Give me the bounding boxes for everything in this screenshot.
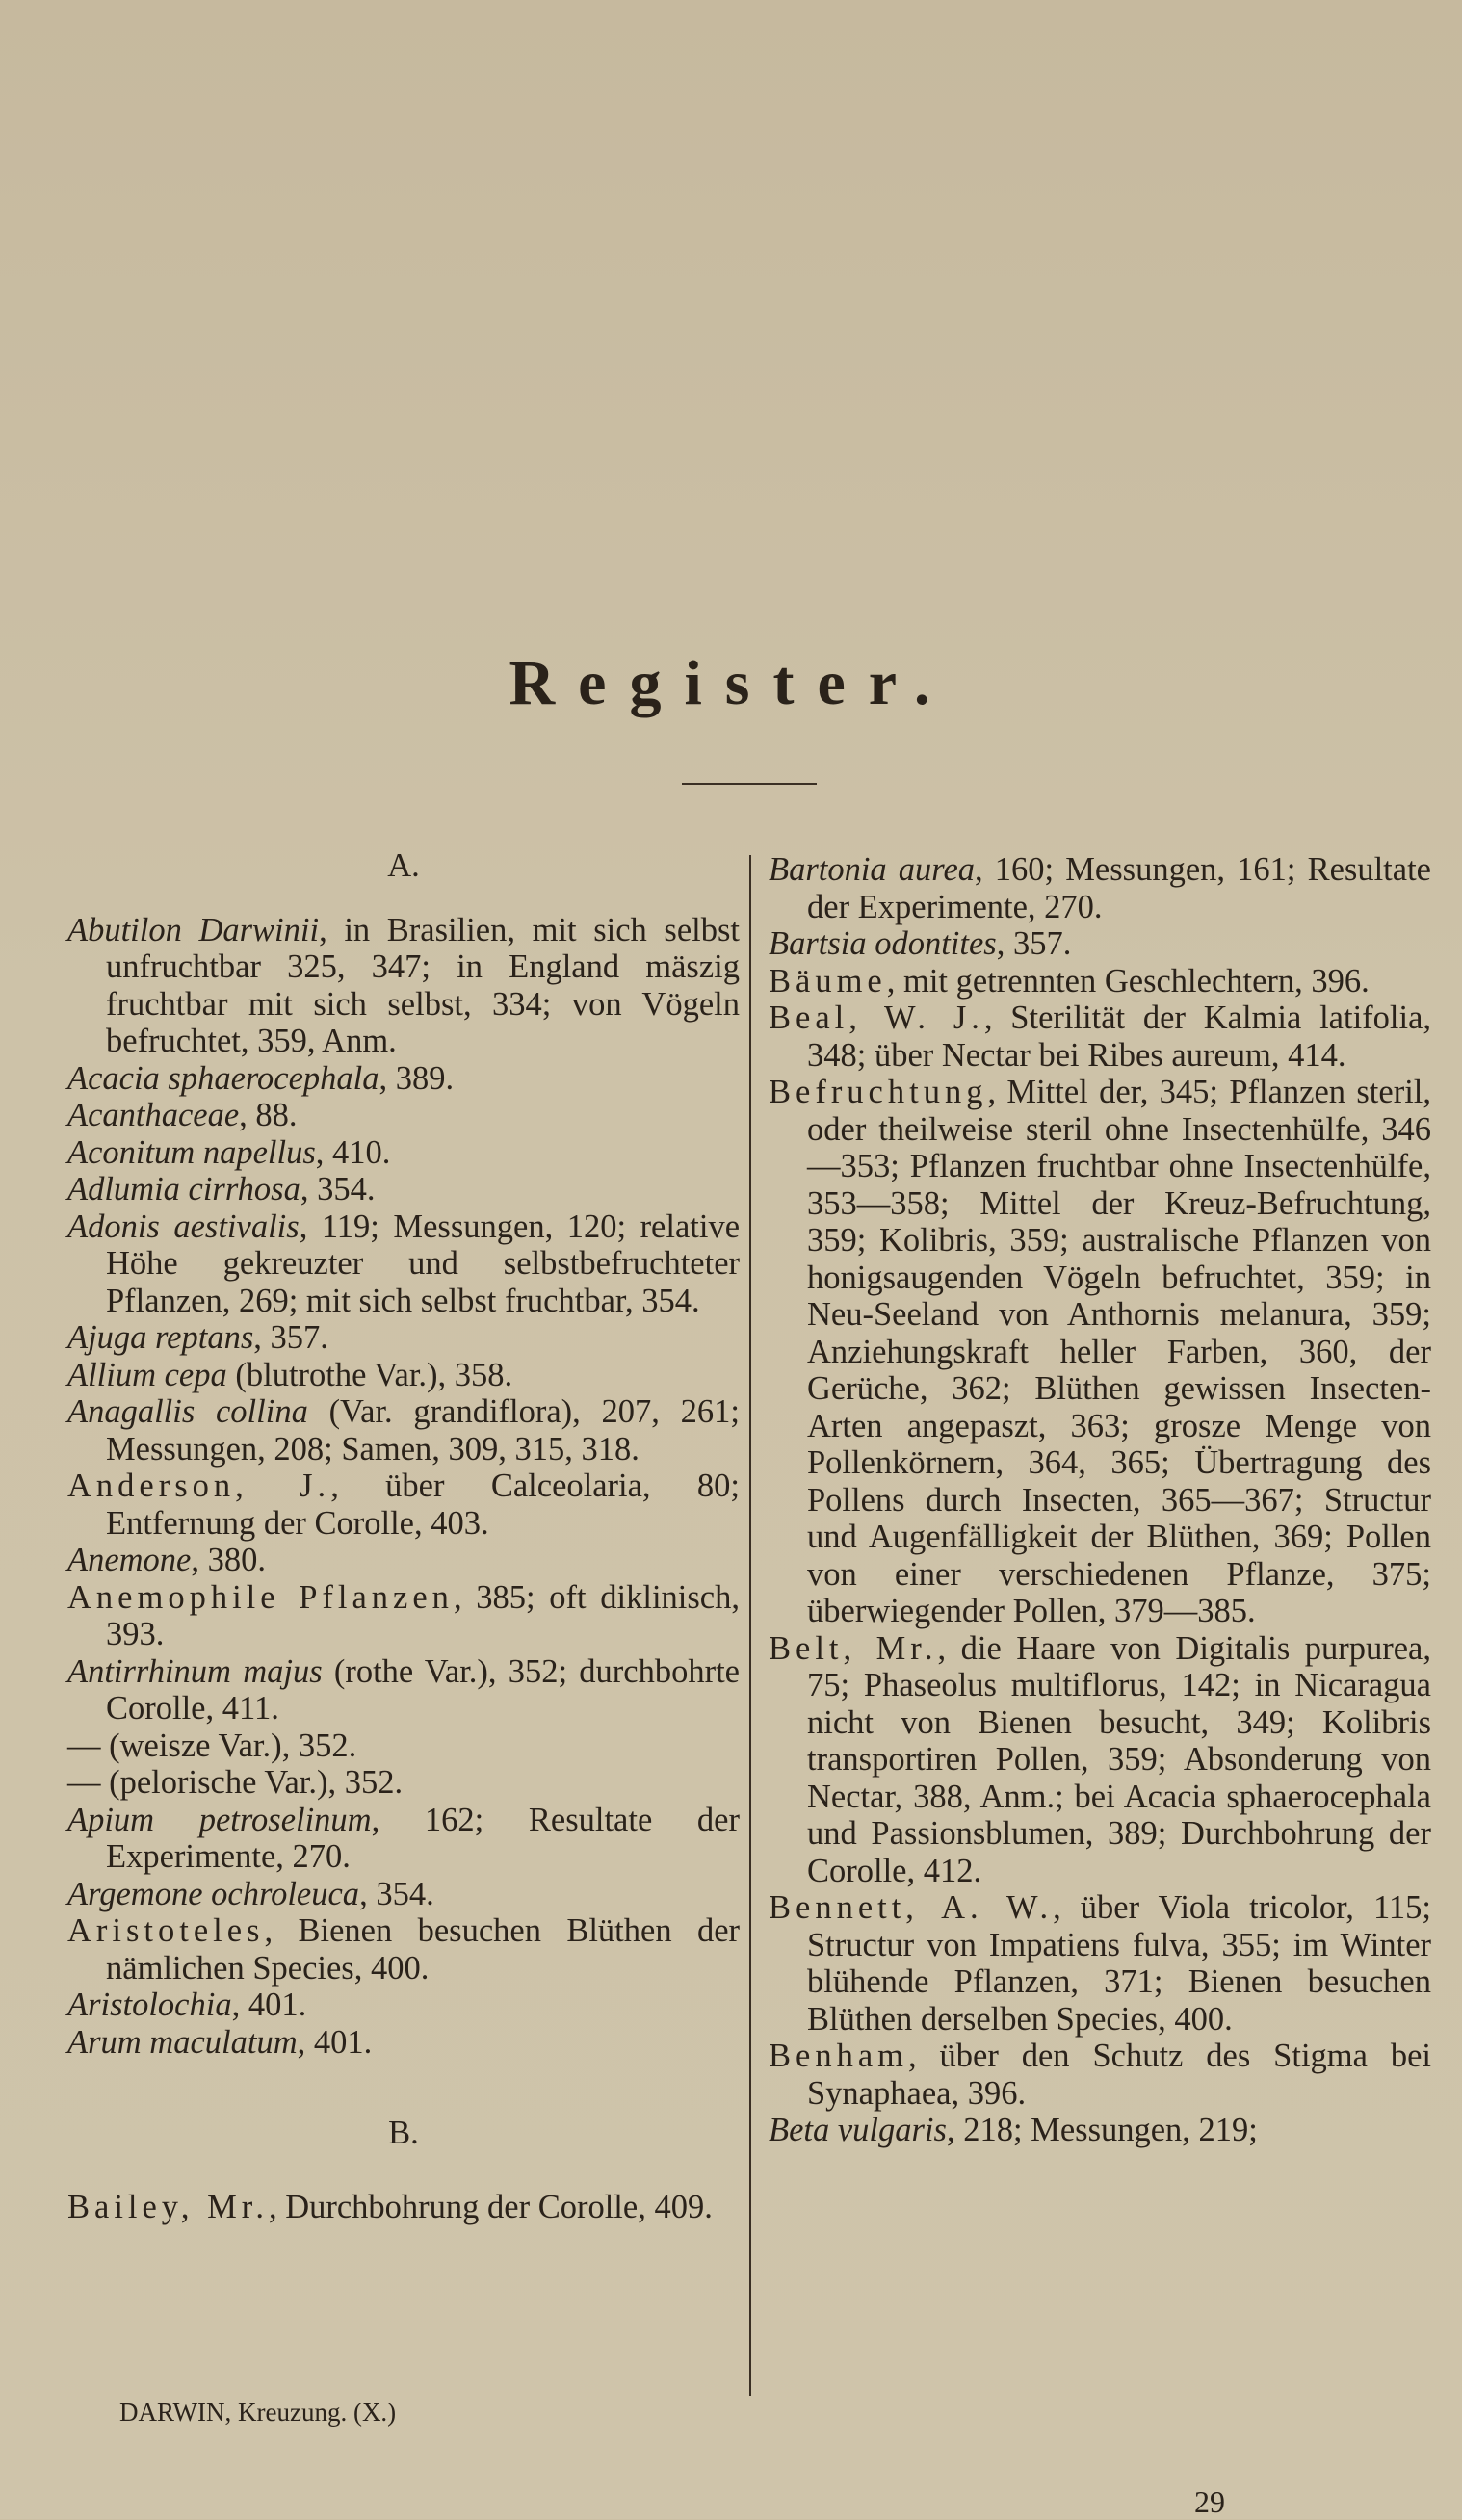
entry-heading: Apium petroselinum — [67, 1801, 372, 1838]
entry-text: , 354. — [359, 1875, 434, 1912]
page-number: 29 — [1194, 2484, 1225, 2519]
index-entry — [67, 1876, 740, 1913]
index-entry — [67, 1764, 740, 1802]
index-entry — [769, 851, 1431, 925]
entry-heading: Acacia sphaerocephala — [67, 1059, 379, 1097]
section-heading-a: A. — [387, 847, 420, 884]
entry-heading: Aconitum napellus — [67, 1133, 316, 1171]
section-heading-b: B. — [388, 2115, 419, 2151]
index-entry — [67, 2189, 740, 2226]
left-column — [67, 847, 740, 2225]
entry-text: , 380. — [191, 1542, 266, 1578]
entry-text: , 352. — [327, 1764, 404, 1801]
entry-heading: Beal, W. J. — [769, 1000, 984, 1036]
index-entry — [769, 1630, 1431, 1890]
entry-text: , Bienen besuchen Blüthen der nämlichen Species, 400. — [106, 1912, 740, 1987]
index-entry — [769, 2112, 1431, 2149]
index-entry — [67, 1912, 740, 1987]
entry-heading: — (weisze Var.) — [67, 1727, 282, 1764]
index-entry — [67, 2024, 740, 2062]
index-entry — [67, 1134, 740, 1172]
entries-b — [67, 2189, 740, 2226]
index-entry — [769, 1889, 1431, 2038]
entry-heading: Befruchtung — [769, 1074, 988, 1110]
entry-text: , 160; Messungen, 161; Resultate der Experimente, 270. — [807, 851, 1431, 925]
entry-heading: Aristoteles — [67, 1912, 265, 1949]
index-entry — [67, 1171, 740, 1208]
index-entry — [67, 1542, 740, 1579]
entry-heading: Arum maculatum — [67, 2023, 298, 2061]
index-entry — [67, 1579, 740, 1653]
entry-heading: Aristolochia — [67, 1987, 232, 2023]
entry-text: (Var. grandiflora), 207, 261; Messungen, 208; Samen, 309, 315, 318. — [106, 1393, 740, 1468]
column-divider — [749, 855, 751, 2396]
entry-heading: Beta vulgaris — [769, 2112, 947, 2148]
index-entry — [67, 1060, 740, 1098]
entries-a — [67, 912, 740, 2062]
entry-text: , 389. — [379, 1059, 455, 1097]
index-entry — [67, 912, 740, 1060]
entry-text: , 218; Messungen, 219; — [946, 2112, 1258, 2148]
index-entry — [67, 1468, 740, 1542]
entry-text: , in Brasilien, mit sich selbst unfruchtbar 325, 347; in England mäszig fruchtbar mit sich selbst, 334; von Vögeln befruchtet, 359, Anm. — [106, 911, 740, 1059]
entry-text: , mit getrennten Geschlechtern, 396. — [886, 962, 1370, 1000]
entry-text: , Durchbohrung der Corolle, 409. — [268, 2188, 713, 2225]
index-entry — [769, 2038, 1431, 2112]
index-entry — [67, 1319, 740, 1357]
signature-mark: DARWIN, Kreuzung. (X.) — [119, 2398, 397, 2427]
entry-text: , 88. — [239, 1097, 298, 1133]
entry-text: , 401. — [231, 1987, 307, 2023]
entry-heading: Bäume — [769, 962, 887, 1000]
index-entry — [769, 925, 1431, 963]
page-title: Register. — [509, 648, 953, 718]
index-entry — [67, 1653, 740, 1728]
entry-heading: Bennett, A. W. — [769, 1889, 1054, 1926]
entry-heading: — (pelorische Var.) — [67, 1764, 328, 1801]
right-column — [769, 851, 1431, 2149]
entry-text: , über den Schutz des Stigma bei Synaphaea, 396. — [807, 2038, 1431, 2112]
index-entry — [67, 1097, 740, 1134]
entry-heading: Adonis aestivalis — [67, 1208, 300, 1245]
index-entry — [769, 1000, 1431, 1074]
entry-heading: Abutilon Darwinii — [67, 911, 320, 948]
entry-heading: Anagallis collina — [67, 1393, 308, 1430]
entry-text: , die Haare von Digitalis purpurea, 75; Phaseolus multiflorus, 142; in Nicaragua nicht von Bienen besucht, 349; Kolibris transportiren Pollen, 359; Absonderung von Nectar, 388, Anm.; bei Acacia sphaerocephala und Passionsblumen, 389; Durchbohrung der Corolle, 412. — [807, 1629, 1431, 1889]
index-entry — [67, 1208, 740, 1320]
index-entry — [67, 1987, 740, 2024]
entry-text: , 357. — [996, 925, 1072, 962]
entry-heading: Belt, Mr. — [769, 1629, 938, 1667]
entry-text: , Mittel der, 345; Pflanzen steril, oder theilweise steril ohne Insectenhülfe, 346—353; Pflanzen fruchtbar ohne Insectenhülfe, 353—358; Mittel der Kreuz-Befruchtung, 359; Kolibris, 359; australische Pflanzen von honigsaugenden Vögeln befruchtet, 359; in Neu-Seeland von Anthornis melanura, 359; Anziehungskraft heller Farben, 360, der Gerüche, 362; Blüthen gewissen Insecten-Arten angepaszt, 363; grosze Menge von Pollenkörnern, 364, 365; Übertragung des Pollens durch Insecten, 365—367; Structur und Augenfälligkeit der Blüthen, 369; Pollen von einer verschiedenen Pflanze, 375; überwiegender Pollen, 379—385. — [807, 1074, 1431, 1629]
entry-text: , über Viola tricolor, 115; Structur von Impatiens fulva, 355; im Winter blühende Pflanzen, 371; Bienen besuchen Blüthen derselben Species, 400. — [807, 1889, 1431, 2038]
entry-heading: Benham — [769, 2038, 908, 2074]
entry-heading: Argemone ochroleuca — [67, 1875, 360, 1912]
index-entry — [67, 1357, 740, 1394]
entry-heading: Anemone — [67, 1542, 192, 1578]
entry-text: , 357. — [253, 1319, 328, 1356]
entry-text: (rothe Var.), 352; durchbohrte Corolle, 411. — [106, 1652, 740, 1727]
entry-heading: Antirrhinum majus — [67, 1652, 323, 1690]
entry-text: , 354. — [300, 1171, 376, 1208]
entry-heading: Ajuga reptans — [67, 1319, 254, 1356]
entry-text: , 410. — [315, 1133, 391, 1171]
index-entry — [769, 963, 1431, 1000]
entry-heading: Bartsia odontites — [769, 925, 997, 962]
entry-text: , über Calceolaria, 80; Entfernung der Corolle, 403. — [106, 1468, 740, 1542]
index-entry — [769, 1074, 1431, 1630]
title-rule — [682, 783, 817, 785]
entry-heading: Anderson, J. — [67, 1468, 331, 1504]
entry-heading: Adlumia cirrhosa — [67, 1171, 300, 1208]
entry-heading: Acanthaceae — [67, 1097, 240, 1133]
entry-heading: Allium cepa — [67, 1356, 227, 1393]
entry-text: , 385; oft diklinisch, 393. — [106, 1578, 740, 1652]
index-entry — [67, 1802, 740, 1876]
entry-text: , 352. — [281, 1727, 357, 1764]
entry-text: , Sterilität der Kalmia latifolia, 348; über Nectar bei Ribes aureum, 414. — [807, 1000, 1432, 1074]
index-entry — [67, 1728, 740, 1765]
index-entry — [67, 1393, 740, 1468]
entries-right — [769, 851, 1431, 2149]
entry-text: , 401. — [297, 2023, 373, 2061]
entry-text: (blutrothe Var.), 358. — [226, 1356, 513, 1393]
entry-text: , 162; Resultate der Experimente, 270. — [106, 1801, 740, 1875]
entry-heading: Bailey, Mr. — [67, 2188, 269, 2225]
entry-heading: Anemophile Pflanzen — [67, 1578, 454, 1616]
entry-heading: Bartonia aurea — [769, 851, 976, 888]
entry-text: , 119; Messungen, 120; relative Höhe gekreuzter und selbstbefruchteter Pflanzen, 269; mit sich selbst fruchtbar, 354. — [106, 1208, 741, 1319]
